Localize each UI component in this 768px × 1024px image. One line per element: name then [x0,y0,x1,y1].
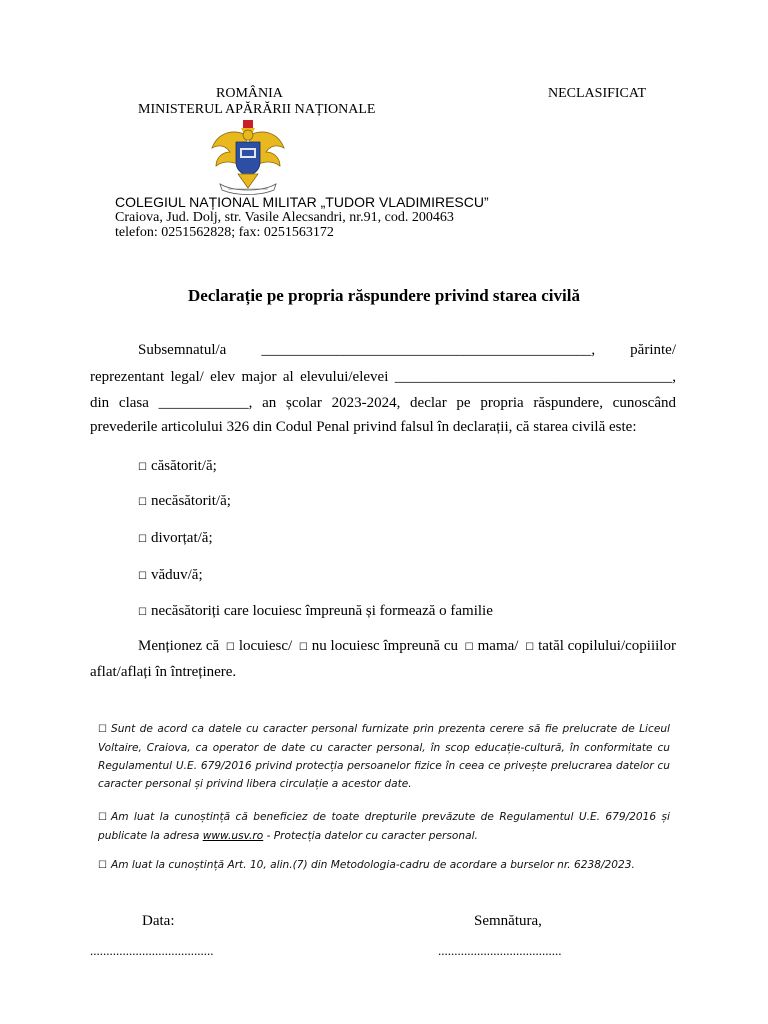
option-divorced[interactable] [138,525,213,553]
date-field[interactable]: ...................................... [90,943,214,958]
gdpr-2-prefix: publicate la adresa [98,830,200,842]
checkbox-icon[interactable]: ☐ [138,462,147,473]
school-name: COLEGIUL NAȚIONAL MILITAR „TUDOR VLADIMIRESCU” [115,194,489,210]
parent-label: părinte/ [630,342,676,358]
declaration-line-1 [138,337,676,363]
checkbox-icon[interactable]: ☐ [225,642,235,653]
option-label: divorțat/ă; [150,530,213,546]
checkbox-icon[interactable]: ☐ [138,571,147,582]
declaration-line-2: reprezentant legal/ elev major al elevului/elevei _____________________________________, [90,369,676,385]
checkbox-icon[interactable]: ☐ [138,534,147,545]
checkbox-icon[interactable]: ☐ [138,607,147,618]
mention-line-2: aflat/aflați în întreținere. [90,664,237,680]
classification-label: NECLASIFICAT [548,86,647,101]
page-title: Declarație pe propria răspundere privind starea civilă [188,286,580,305]
gdpr-2-line-1: Am luat la cunoștință că beneficiez de toate drepturile prevăzute de Regulamentul U.E. 679/2016 și [110,811,670,823]
checkbox-icon[interactable]: ☐ [525,642,535,653]
ministry-name: MINISTERUL APĂRĂRII NAȚIONALE [138,102,376,117]
declaration-line-3: din clasa ____________, an școlar 2023-2024, declar pe propria răspundere, cunoscând [90,395,676,411]
checkbox-icon[interactable]: ☐ [464,642,474,653]
checkbox-icon[interactable]: ☐ [98,860,107,871]
gdpr-consent-2 [98,808,670,845]
not-lives-label: nu locuiesc împreună cu [311,638,458,654]
checkbox-icon[interactable]: ☐ [298,642,308,653]
option-unmarried[interactable] [138,488,231,516]
checkbox-icon[interactable]: ☐ [98,812,107,823]
mention-label: Menționez că [138,638,220,654]
lives-label: locuiesc/ [238,638,293,654]
option-label: văduv/ă; [150,567,203,583]
option-cohabiting[interactable] [138,598,493,626]
gdpr-consent-3 [98,856,670,875]
gdpr-consent-1 [98,720,670,793]
gdpr-3-text: Am luat la cunoștință Art. 10, alin.(7) din Metodologia-cadru de acordare a burselor nr. 6238/2023. [110,859,635,871]
option-widowed[interactable] [138,562,203,590]
country-name: ROMÂNIA [216,86,283,101]
gdpr-1-line-3: Regulamentul U.E. 679/2016 privind protecția persoanelor fizice în ceea ce privește prelucrarea datelor cu [98,760,670,772]
signature-label: Semnătura, [474,913,542,929]
declaration-line-4: prevederile articolului 326 din Codul Penal privind falsul în declarații, că starea civilă este: [90,419,637,435]
school-address: Craiova, Jud. Dolj, str. Vasile Alecsandri, nr.91, cod. 200463 [115,210,454,225]
coat-of-arms-icon [208,118,288,196]
father-label: tatăl copilului/copiiilor [538,638,676,654]
mother-label: mama/ [477,638,519,654]
date-label: Data: [142,913,175,929]
option-label: căsătorit/ă; [150,458,217,474]
option-married[interactable] [138,453,217,481]
gdpr-1-line-2: Voltaire, Craiova, ca operator de date cu caracter personal, în scop educație-cultură, în conformitate cu [98,742,670,754]
signature-field[interactable]: ...................................... [438,943,562,958]
checkbox-icon[interactable]: ☐ [138,497,147,508]
option-label: necăsătoriți care locuiesc împreună și formează o familie [150,603,493,619]
name-blank[interactable]: ____________________________________________, [261,342,596,358]
mention-line [138,633,676,661]
gdpr-2-suffix: - Protecția datelor cu caracter personal. [263,830,478,842]
gdpr-1-line-4: caracter personal și privind libera circulație a acestor date. [98,778,412,790]
option-label: necăsătorit/ă; [150,493,231,509]
checkbox-icon[interactable]: ☐ [98,724,107,735]
school-contact: telefon: 0251562828; fax: 0251563172 [115,225,334,240]
subsemnatul-label: Subsemnatul/a [138,342,227,358]
usv-link[interactable]: www.usv.ro [202,830,264,842]
gdpr-1-line-1: Sunt de acord ca datele cu caracter personal furnizate prin prezenta cerere să fie prelucrate de Liceul [110,723,670,735]
